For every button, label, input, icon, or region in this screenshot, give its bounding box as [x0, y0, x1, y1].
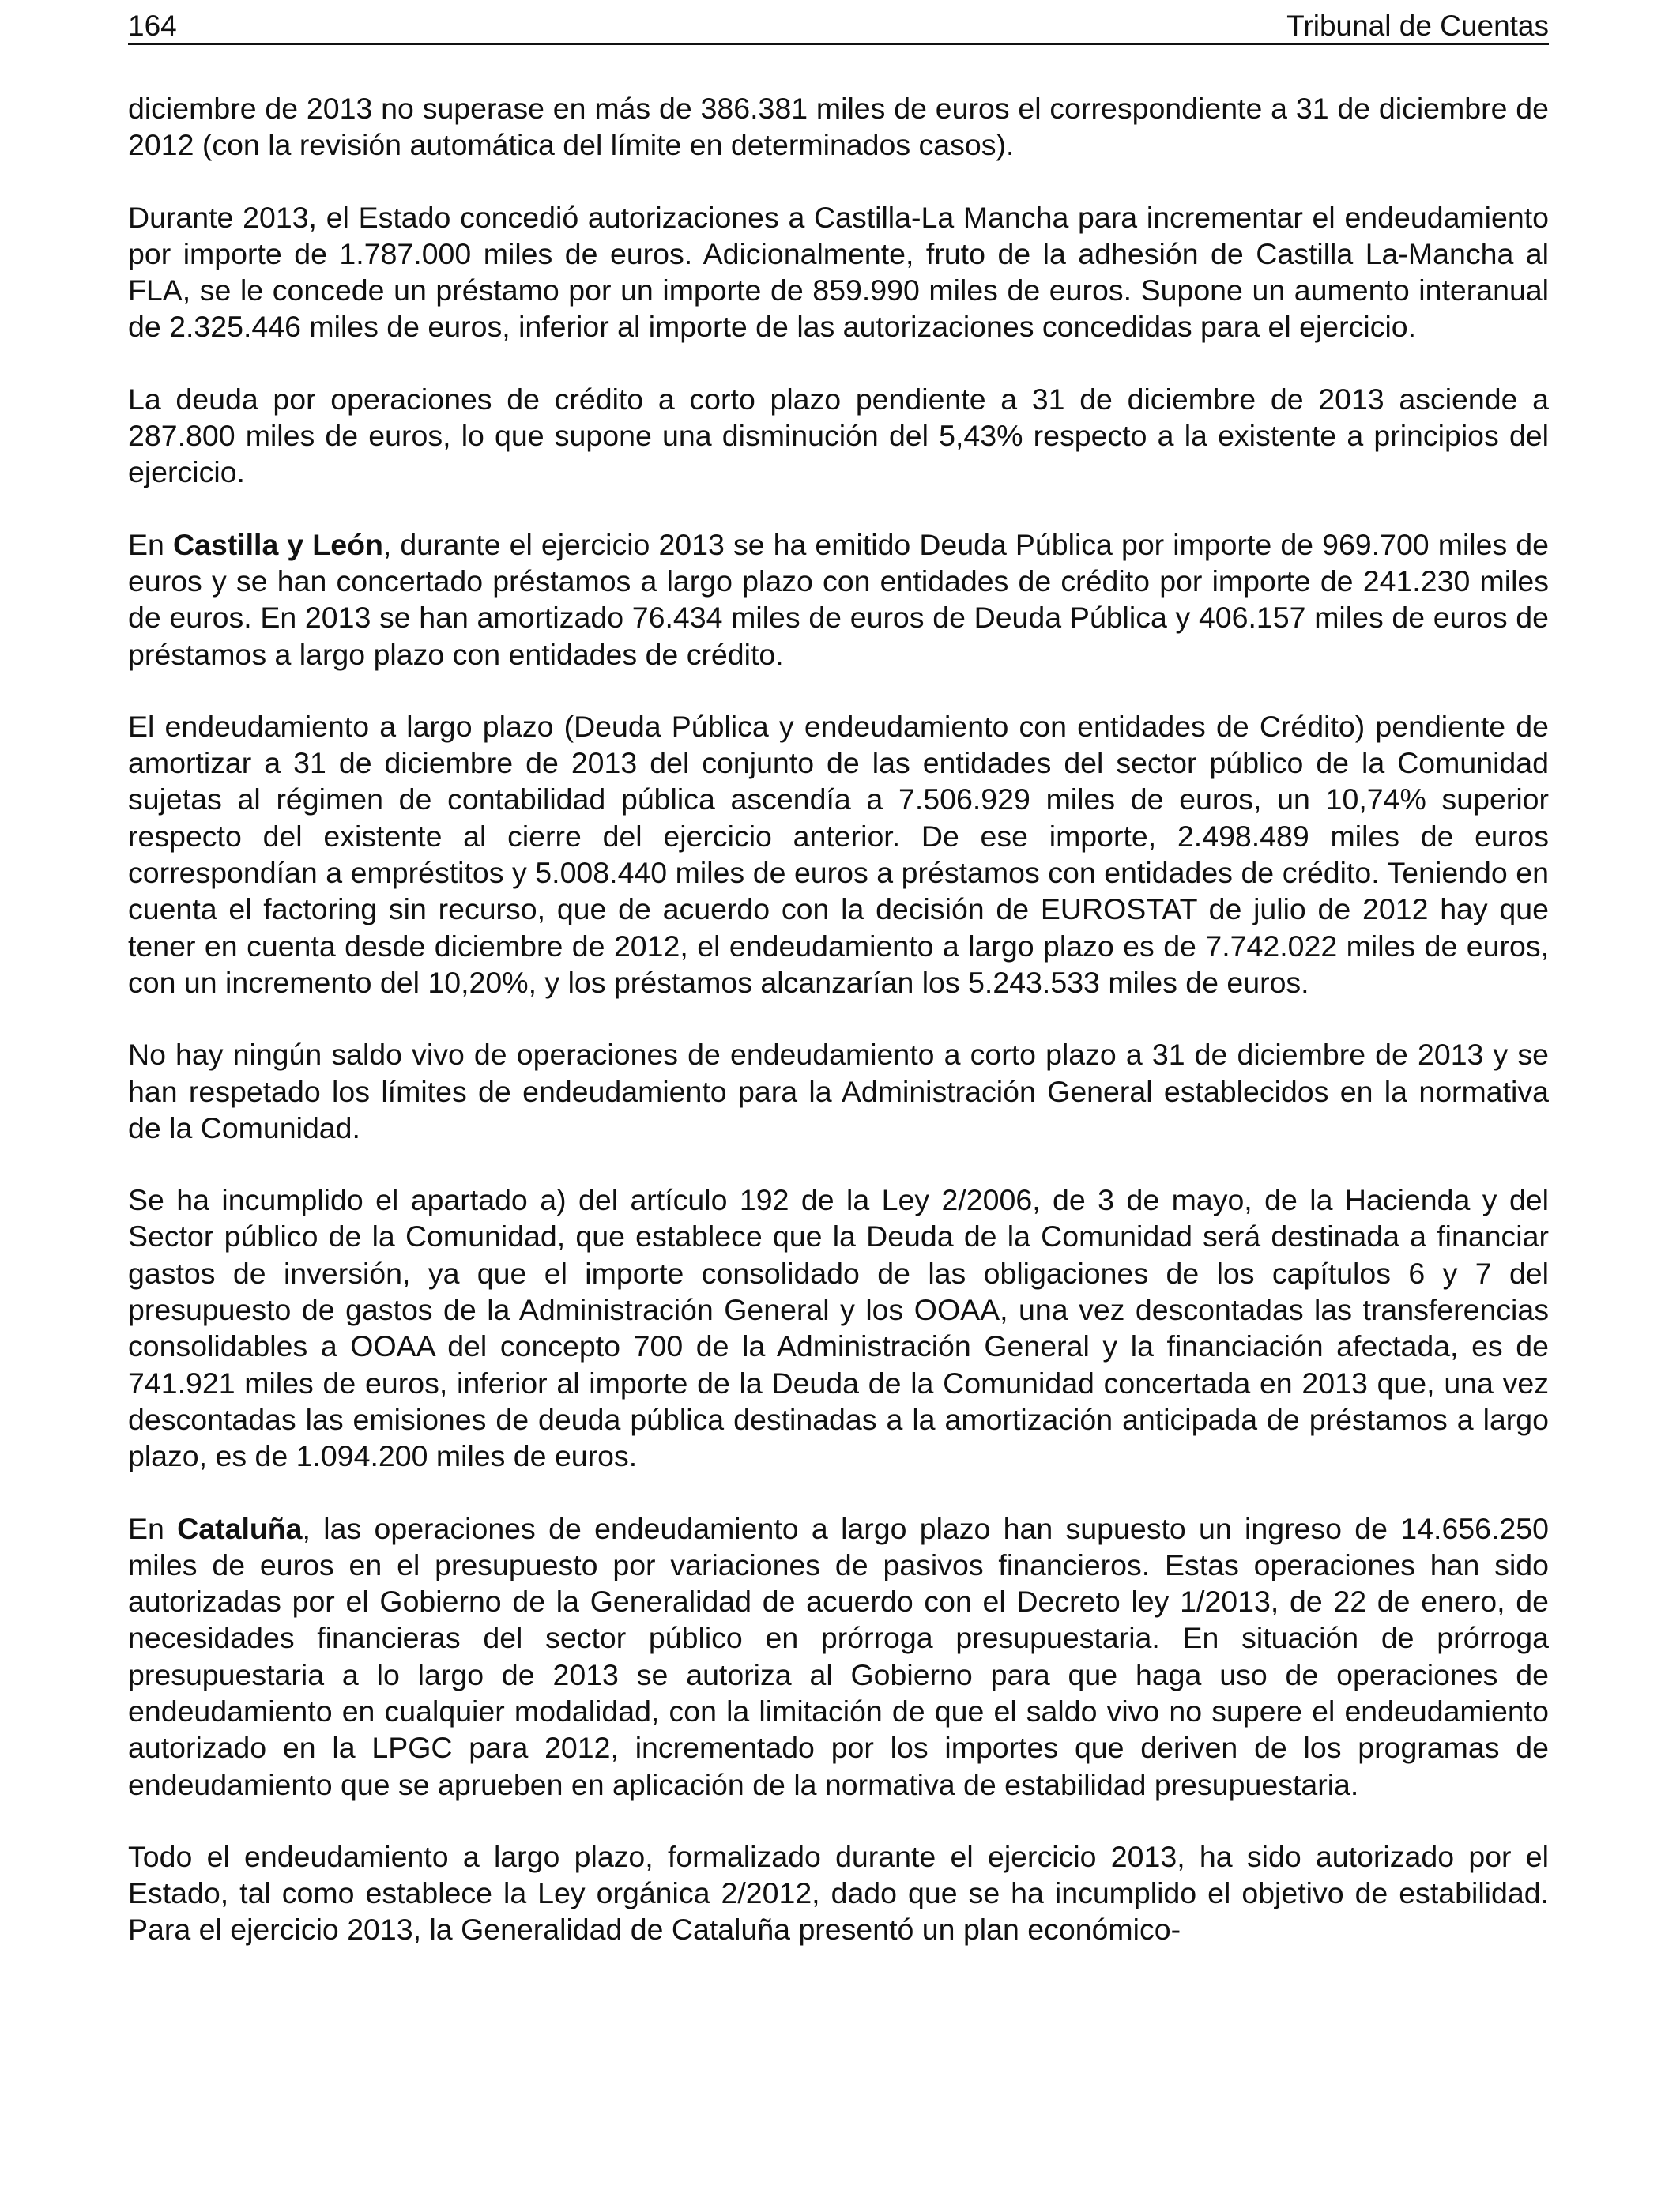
- paragraph-castilla-la-mancha-limit: [128, 90, 1549, 164]
- page-header: [128, 6, 1549, 45]
- paragraph-text: No hay ningún saldo vivo de operaciones de endeudamiento a corto plazo a 31 de diciembre de 2013 y se han respetado los límites de endeudamiento para la Administración General establecidos en la normativa de la Comunidad.: [128, 1038, 1549, 1144]
- paragraph-text: diciembre de 2013 no superase en más de 386.381 miles de euros el correspondiente a 31 de diciembre de 2012 (con la revisión automática del límite en determinados casos).: [128, 92, 1549, 162]
- paragraph-cataluna-long-term-operations: [128, 1510, 1549, 1803]
- paragraph-text: , las operaciones de endeudamiento a largo plazo han supuesto un ingreso de 14.656.250 miles de euros en el presupuesto por variaciones de pasivos financieros. Estas operaciones han sido autorizadas por el Gobierno de la Generalidad de acuerdo con el Decreto ley 1/2013, de 22 de enero, de necesidades financieras del sector público en prórroga presupuestaria. En situación de prórroga presupuestaria a lo largo de 2013 se autoriza al Gobierno para que haga uso de operaciones de endeudamiento en cualquier modalidad, con la limitación de que el saldo vivo no supere el endeudamiento autorizado en la LPGC para 2012, incrementado por los importes que deriven de los programas de endeudamiento que se aprueben en aplicación de la normativa de estabilidad presupuestaria.: [128, 1511, 1549, 1801]
- paragraph-castilla-y-leon-long-term-debt: [128, 708, 1549, 1001]
- paragraph-castilla-y-leon-short-term-debt: [128, 1036, 1549, 1146]
- paragraph-cataluna-state-authorization: [128, 1838, 1549, 1948]
- paragraph-text: , durante el ejercicio 2013 se ha emitido Deuda Pública por importe de 969.700 miles de euros y se han concertado préstamos a largo plazo con entidades de crédito por importe de 241.230 miles de euros. En 2013 se han amortizado 76.434 miles de euros de Deuda Pública y 406.157 miles de euros de préstamos a largo plazo con entidades de crédito.: [128, 527, 1549, 671]
- paragraph-castilla-y-leon-issuance: [128, 526, 1549, 673]
- running-title: Tribunal de Cuentas: [1286, 9, 1549, 42]
- paragraph-castilla-la-mancha-short-term-debt: [128, 381, 1549, 491]
- paragraph-lead: En: [128, 527, 173, 561]
- paragraph-text: El endeudamiento a largo plazo (Deuda Pública y endeudamiento con entidades de Crédito) pendiente de amortizar a 31 de diciembre de 2013 del conjunto de las entidades del sector público de la Comunidad sujetas al régimen de contabilidad pública ascendía a 7.506.929 miles de euros, un 10,74% superior respecto del existente al cierre del ejercicio anterior. De ese importe, 2.498.489 miles de euros correspondían a empréstitos y 5.008.440 miles de euros a préstamos con entidades de crédito. Teniendo en cuenta el factoring sin recurso, que de acuerdo con la decisión de EUROSTAT de julio de 2012 hay que tener en cuenta desde diciembre de 2012, el endeudamiento a largo plazo es de 7.742.022 miles de euros, con un incremento del 10,20%, y los préstamos alcanzarían los 5.243.533 miles de euros.: [128, 709, 1549, 999]
- page-number: 164: [128, 9, 177, 42]
- paragraph-text: La deuda por operaciones de crédito a corto plazo pendiente a 31 de diciembre de 2013 asciende a 287.800 miles de euros, lo que supone una disminución del 5,43% respecto a la existente a principios del ejercicio.: [128, 382, 1549, 489]
- paragraph-castilla-y-leon-article-192: [128, 1182, 1549, 1474]
- region-name-cataluna: Cataluña: [177, 1511, 303, 1545]
- paragraph-lead: En: [128, 1511, 178, 1545]
- body-text: [128, 90, 1549, 1948]
- paragraph-text: Durante 2013, el Estado concedió autorizaciones a Castilla-La Mancha para incrementar el endeudamiento por importe de 1.787.000 miles de euros. Adicionalmente, fruto de la adhesión de Castilla La-Mancha al FLA, se le concede un préstamo por un importe de 859.990 miles de euros. Supone un aumento interanual de 2.325.446 miles de euros, inferior al importe de las autorizaciones concedidas para el ejercicio.: [128, 200, 1549, 344]
- paragraph-castilla-la-mancha-authorizations: [128, 199, 1549, 345]
- paragraph-text: Se ha incumplido el apartado a) del artículo 192 de la Ley 2/2006, de 3 de mayo, de la Hacienda y del Sector público de la Comunidad, que establece que la Deuda de la Comunidad será destinada a financiar gastos de inversión, ya que el importe consolidado de las obligaciones de los capítulos 6 y 7 del presupuesto de gastos de la Administración General y los OOAA, una vez descontadas las transferencias consolidables a OOAA del concepto 700 de la Administración General y la financiación afectada, es de 741.921 miles de euros, inferior al importe de la Deuda de la Comunidad concertada en 2013 que, una vez descontadas las emisiones de deuda pública destinadas a la amortización anticipada de préstamos a largo plazo, es de 1.094.200 miles de euros.: [128, 1183, 1549, 1473]
- region-name-castilla-y-leon: Castilla y León: [172, 527, 383, 561]
- paragraph-text: Todo el endeudamiento a largo plazo, formalizado durante el ejercicio 2013, ha sido autorizado por el Estado, tal como establece la Ley orgánica 2/2012, dado que se ha incumplido el objetivo de estabilidad. Para el ejercicio 2013, la Generalidad de Cataluña presentó un plan económico-: [128, 1839, 1549, 1947]
